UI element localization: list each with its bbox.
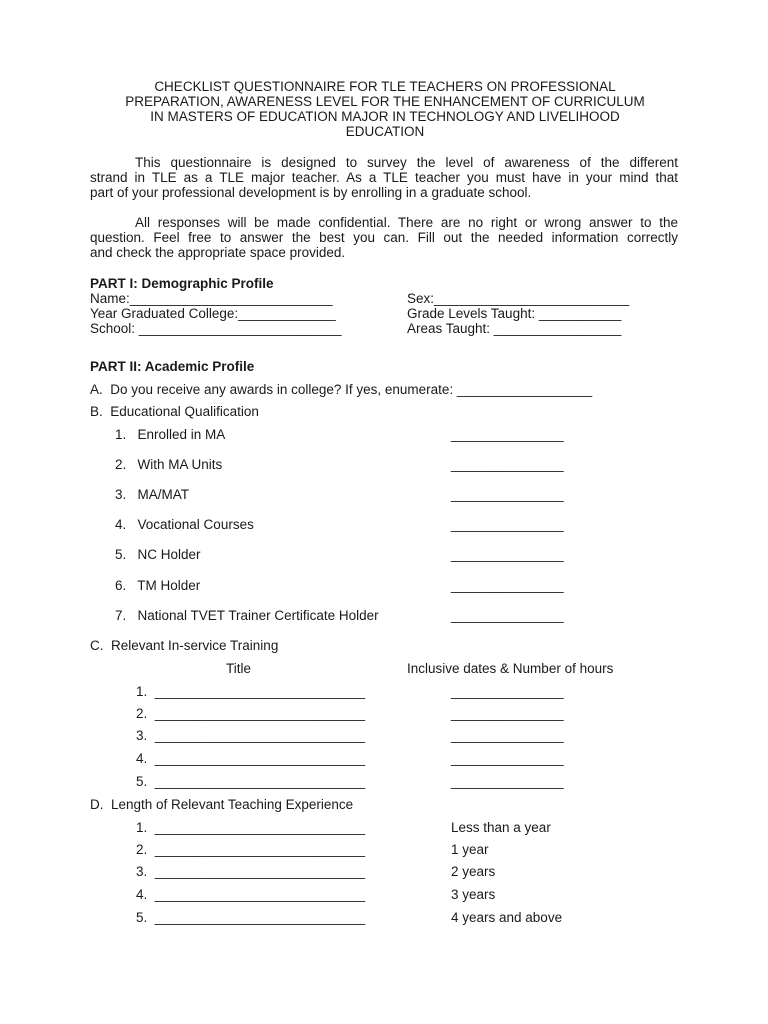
qualification-item: 7. National TVET Trainer Certificate Holder (115, 608, 379, 623)
document-title-line-1: CHECKLIST QUESTIONNAIRE FOR TLE TEACHERS ON PROFESSIONAL (154, 79, 616, 94)
areas-taught-field[interactable]: Areas Taught: _________________ (407, 321, 622, 336)
confidential-line-2: question. Feel free to answer the best you can. Fill out the needed information correctly (90, 230, 678, 245)
qualification-check-blank[interactable]: _______________ (451, 457, 564, 472)
name-field[interactable]: Name:___________________________ (90, 291, 333, 306)
qualification-item: 3. MA/MAT (115, 487, 190, 502)
training-dates-blank[interactable]: _______________ (451, 774, 564, 789)
qualification-check-blank[interactable]: _______________ (451, 427, 564, 442)
document-title-line-2: PREPARATION, AWARENESS LEVEL FOR THE ENHANCEMENT OF CURRICULUM (125, 94, 645, 109)
year-graduated-field[interactable]: Year Graduated College:_____________ (90, 306, 336, 321)
part2-heading: PART II: Academic Profile (90, 359, 255, 374)
experience-option: 1 year (451, 842, 489, 857)
qualification-check-blank[interactable]: _______________ (451, 487, 564, 502)
experience-row[interactable]: 4. ____________________________ (136, 887, 365, 902)
document-title-line-4: EDUCATION (345, 124, 425, 139)
column-title-header: Title (226, 661, 252, 676)
qualification-item: 6. TM Holder (115, 578, 201, 593)
experience-option: 2 years (451, 864, 496, 879)
qualification-item: 5. NC Holder (115, 547, 201, 562)
experience-option: 3 years (451, 887, 496, 902)
training-dates-blank[interactable]: _______________ (451, 728, 564, 743)
training-dates-blank[interactable]: _______________ (451, 706, 564, 721)
qualification-check-blank[interactable]: _______________ (451, 517, 564, 532)
inservice-training-heading: C. Relevant In-service Training (90, 638, 279, 653)
confidential-line-3: and check the appropriate space provided. (90, 245, 346, 260)
qualification-check-blank[interactable]: _______________ (451, 547, 564, 562)
part1-heading: PART I: Demographic Profile (90, 276, 274, 291)
training-title-row[interactable]: 1. ____________________________ (136, 684, 365, 699)
document-title-line-3: IN MASTERS OF EDUCATION MAJOR IN TECHNOLOGY AND LIVELIHOOD (150, 109, 620, 124)
training-dates-blank[interactable]: _______________ (451, 751, 564, 766)
qualification-check-blank[interactable]: _______________ (451, 608, 564, 623)
sex-field[interactable]: Sex:__________________________ (407, 291, 630, 306)
educational-qualification-heading: B. Educational Qualification (90, 404, 259, 419)
qualification-item: 4. Vocational Courses (115, 517, 254, 532)
awards-question[interactable]: A. Do you receive any awards in college? If yes, enumerate: __________________ (90, 382, 593, 397)
qualification-item: 1. Enrolled in MA (115, 427, 226, 442)
experience-row[interactable]: 3. ____________________________ (136, 864, 365, 879)
training-title-row[interactable]: 2. ____________________________ (136, 706, 365, 721)
intro-line-3: part of your professional development is by enrolling in a graduate school. (90, 185, 532, 200)
intro-line-2: strand in TLE as a TLE major teacher. As a TLE teacher you must have in your mind that (90, 170, 678, 185)
intro-line-1: This questionnaire is designed to survey the level of awareness of the different (135, 155, 678, 170)
training-title-row[interactable]: 3. ____________________________ (136, 728, 365, 743)
confidential-line-1: All responses will be made confidential. There are no right or wrong answer to the (135, 215, 678, 230)
experience-option: 4 years and above (451, 910, 563, 925)
column-dates-header: Inclusive dates & Number of hours (407, 661, 614, 676)
grade-levels-field[interactable]: Grade Levels Taught: ___________ (407, 306, 622, 321)
experience-row[interactable]: 5. ____________________________ (136, 910, 365, 925)
teaching-experience-heading: D. Length of Relevant Teaching Experience (90, 797, 354, 812)
school-field[interactable]: School: ___________________________ (90, 321, 342, 336)
training-title-row[interactable]: 5. ____________________________ (136, 774, 365, 789)
training-title-row[interactable]: 4. ____________________________ (136, 751, 365, 766)
experience-row[interactable]: 1. ____________________________ (136, 820, 365, 835)
training-dates-blank[interactable]: _______________ (451, 684, 564, 699)
experience-option: Less than a year (451, 820, 551, 835)
experience-row[interactable]: 2. ____________________________ (136, 842, 365, 857)
qualification-check-blank[interactable]: _______________ (451, 578, 564, 593)
qualification-item: 2. With MA Units (115, 457, 223, 472)
